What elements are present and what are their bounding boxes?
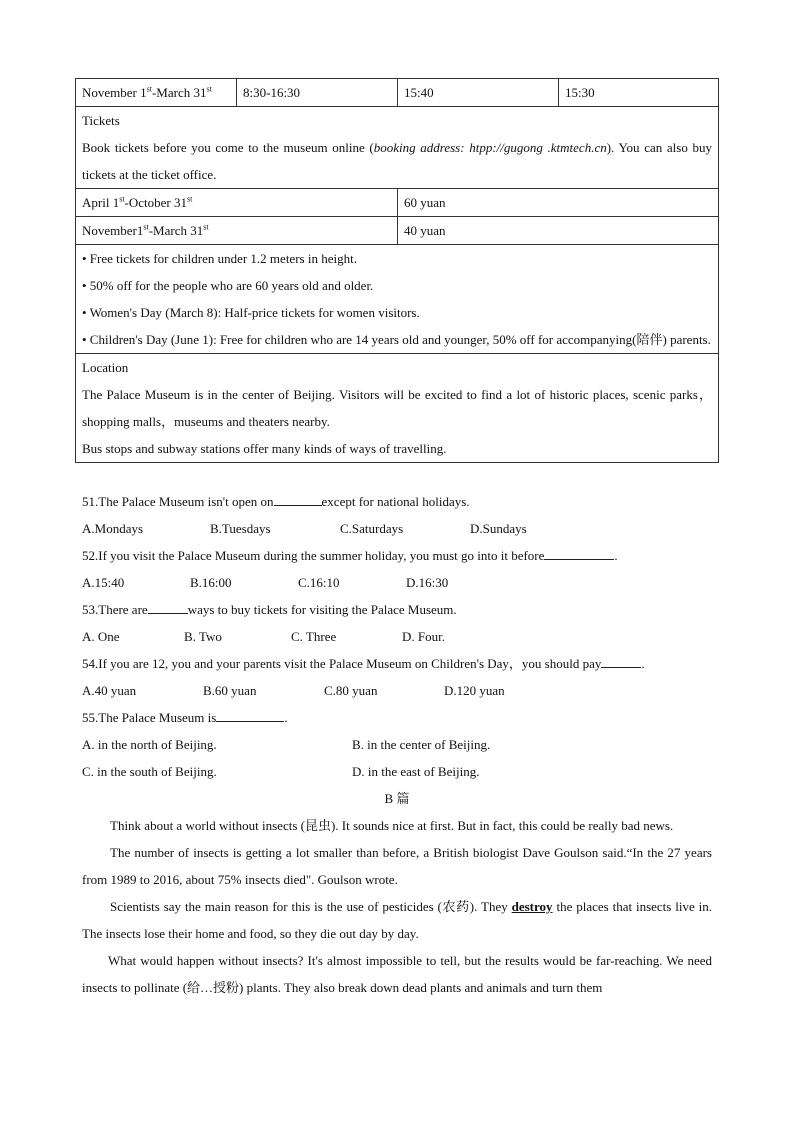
period-text: November 1	[82, 85, 147, 100]
option: A.40 yuan	[82, 683, 137, 698]
option: B.60 yuan	[203, 683, 257, 698]
location-row	[76, 354, 719, 463]
option: C.Saturdays	[340, 521, 404, 536]
tickets-line: Book tickets before you come to the museum online (	[82, 140, 374, 155]
price-period-cell	[76, 189, 398, 217]
sup: st	[143, 222, 149, 232]
question-options	[82, 569, 712, 596]
tickets-line-end: ). You can also buy tickets at the ticket office.	[82, 140, 712, 182]
discount-item: • Free tickets for children under 1.2 meters in height.	[82, 251, 357, 266]
discount-item: • Women's Day (March 8): Half-price tickets for women visitors.	[82, 305, 420, 320]
answer-blank	[544, 545, 614, 560]
answer-blank	[601, 653, 641, 668]
opening-hours-row	[76, 79, 719, 107]
question-options	[82, 731, 712, 758]
stem-text: ways to buy tickets for visiting the Palace Museum.	[187, 602, 457, 617]
location-text: The Palace Museum is in the center of Beijing. Visitors will be excited to find a lot of historic places, scenic parks，shopping malls，museums and theaters nearby.	[82, 387, 712, 429]
stem-text: except for national holidays.	[321, 494, 470, 509]
ticket-stop-cell: 15:30	[559, 79, 719, 107]
answer-blank	[216, 707, 284, 722]
stem-text: 52.If you visit the Palace Museum during the summer holiday, you must go into it before	[82, 548, 545, 563]
question-options	[82, 758, 712, 785]
passage-paragraph: What would happen without insects? It's almost impossible to tell, but the results would be far-reaching. We need insects to pollinate (给…授粉) plants. They also break down dead plants and animals and turn them	[82, 953, 712, 995]
price-row	[76, 189, 719, 217]
tickets-row	[76, 107, 719, 189]
sup: st	[119, 194, 125, 204]
paragraph-text: the places that insects live in. The insects lose their home and food, so they die out day by day.	[82, 899, 712, 941]
passage-paragraph	[82, 893, 712, 947]
tickets-cell	[76, 107, 719, 189]
period-cell	[76, 79, 237, 107]
location-heading: Location	[82, 360, 129, 375]
price-period-mid: -October 31	[124, 195, 187, 210]
questions-area	[82, 488, 712, 1001]
stem-text: 55.The Palace Museum is	[82, 710, 217, 725]
discounts-row	[76, 245, 719, 354]
option: D. in the east of Beijing.	[352, 764, 480, 779]
option: D.16:30	[406, 575, 449, 590]
option: A. One	[82, 629, 120, 644]
option: B.Tuesdays	[210, 521, 271, 536]
question-stem	[82, 650, 712, 677]
question-options	[82, 677, 712, 704]
discount-item: • 50% off for the people who are 60 years old and older.	[82, 278, 374, 293]
passage-paragraph: The number of insects is getting a lot smaller than before, a British biologist Dave Goulson said.“In the 27 years from 1989 to 2016, about 75% insects died". Goulson wrote.	[82, 845, 712, 887]
last-entry-cell: 15:40	[398, 79, 559, 107]
option: A. in the north of Beijing.	[82, 737, 217, 752]
question-stem	[82, 542, 712, 569]
keyword-destroy: destroy	[511, 899, 553, 914]
open-hours-cell: 8:30-16:30	[237, 79, 398, 107]
option: C.16:10	[298, 575, 340, 590]
transport-text: Bus stops and subway stations offer many kinds of ways of travelling.	[82, 441, 447, 456]
museum-info-table	[75, 78, 719, 463]
stem-text: 54.If you are 12, you and your parents visit the Palace Museum on Children's Day，you should pay	[82, 656, 602, 671]
sup: st	[203, 222, 209, 232]
option: A.Mondays	[82, 521, 144, 536]
price-value-cell: 40 yuan	[398, 217, 719, 245]
question-options	[82, 515, 712, 542]
period-text-mid: -March 31	[151, 85, 207, 100]
sup: st	[206, 84, 212, 94]
option: D.Sundays	[470, 521, 527, 536]
stem-text: .	[641, 656, 645, 671]
option: D.120 yuan	[444, 683, 505, 698]
price-period: November1	[82, 223, 144, 238]
tickets-heading: Tickets	[82, 113, 120, 128]
option: C. in the south of Beijing.	[82, 764, 217, 779]
paragraph-text: Scientists say the main reason for this is the use of pesticides (农药). They	[110, 899, 512, 914]
option: B. in the center of Beijing.	[352, 737, 491, 752]
option: C. Three	[291, 629, 337, 644]
passage-paragraph: Think about a world without insects (昆虫). It sounds nice at first. But in fact, this could be really bad news.	[110, 818, 674, 833]
price-period: April 1	[82, 195, 120, 210]
price-period-mid: -March 31	[148, 223, 204, 238]
booking-address: booking address: htpp://gugong .ktmtech.cn	[373, 140, 607, 155]
option: A.15:40	[82, 575, 125, 590]
question-stem	[82, 704, 712, 731]
stem-text: .	[614, 548, 618, 563]
answer-blank	[148, 599, 188, 614]
price-row	[76, 217, 719, 245]
option: B. Two	[184, 629, 222, 644]
discounts-cell	[76, 245, 719, 354]
price-value-cell: 60 yuan	[398, 189, 719, 217]
section-b-title: B 篇	[384, 791, 410, 806]
sup: st	[146, 84, 152, 94]
location-cell	[76, 354, 719, 463]
question-options	[82, 623, 712, 650]
stem-text: 51.The Palace Museum isn't open on	[82, 494, 274, 509]
option: C.80 yuan	[324, 683, 378, 698]
sup: st	[187, 194, 193, 204]
stem-text: .	[284, 710, 288, 725]
question-stem	[82, 488, 712, 515]
option: B.16:00	[190, 575, 232, 590]
question-stem	[82, 596, 712, 623]
option: D. Four.	[402, 629, 445, 644]
answer-blank	[274, 491, 322, 506]
discount-item: • Children's Day (June 1): Free for children who are 14 years old and younger, 50% off for accompanying(陪伴) parents.	[82, 332, 711, 347]
tickets-text	[82, 134, 712, 188]
price-period-cell	[76, 217, 398, 245]
stem-text: 53.There are	[82, 602, 148, 617]
